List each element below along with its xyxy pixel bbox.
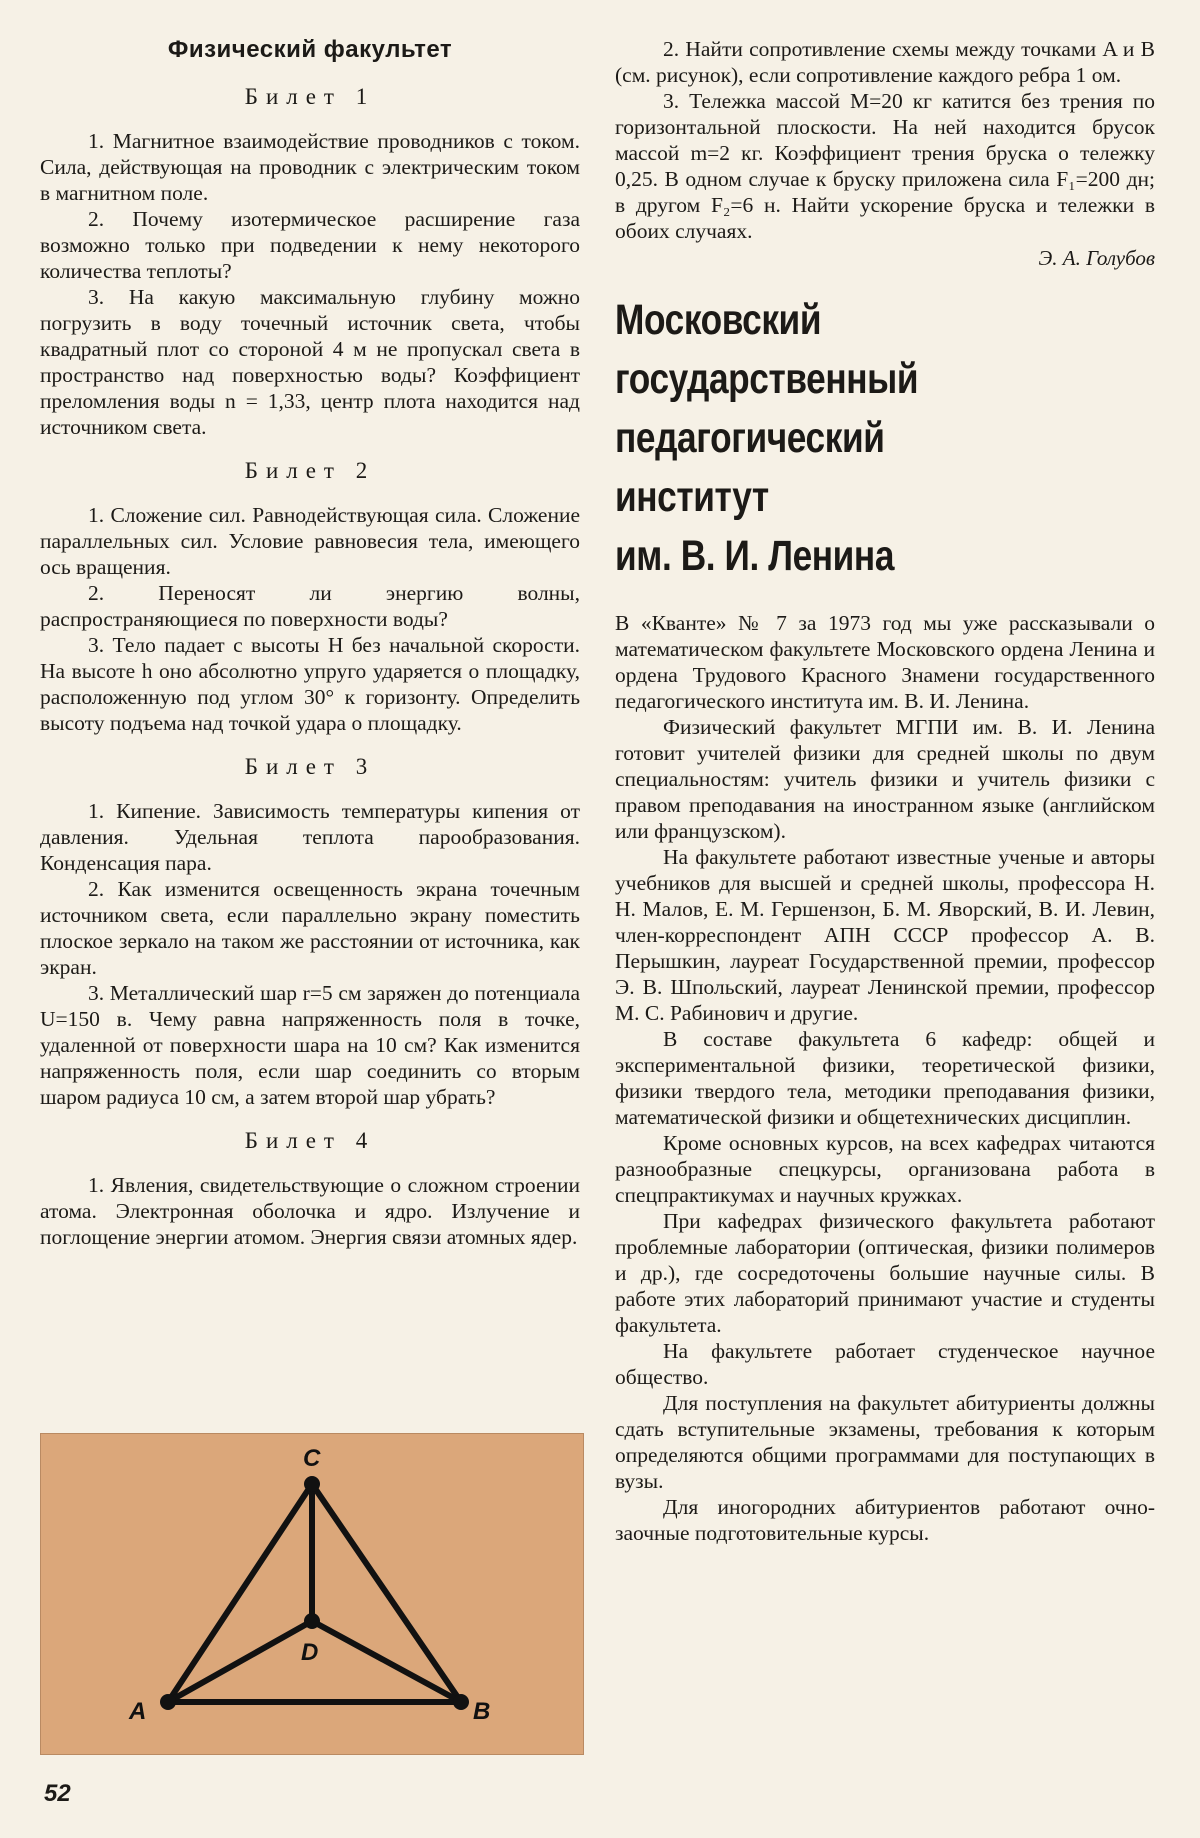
institute-title	[615, 291, 1156, 586]
body-paragraph-5: При кафедрах физического факультета работают проблемные лаборатории (оптическая, физики полимеров и др.), где сосредоточены большие научные силы. В работе этих лабораторий принимают участие и студенты факультета.	[615, 1209, 1155, 1337]
edge-ca	[168, 1484, 312, 1702]
label-b: B	[473, 1698, 491, 1725]
node-c	[304, 1476, 320, 1492]
section-heading: Физический факультет	[167, 36, 453, 63]
ticket-1-question-3: 3. На какую максимальную глубину можно погрузить в воду точечный источник света, чтобы квадратный плот со стороной 4 м не пропускал света в пространство над поверхностью воды? Коэффициент преломления воды n = 1,33, центр плота находится над источником света.	[40, 285, 580, 439]
title-line-3: педагогический	[615, 414, 885, 462]
body-paragraph-4: Кроме основных курсов, на всех кафедрах читаются разнообразные спецкурсы, организована работа в спецпрактикумах и научных кружках.	[615, 1131, 1155, 1207]
ticket-2-question-2: 2. Переносят ли энергию волны, распространяющиеся по поверхности воды?	[40, 581, 580, 631]
ticket-2-question-1: 1. Сложение сил. Равнодействующая сила. Сложение параллельных сил. Условие равновесия тела, имеющего ось вращения.	[40, 503, 580, 579]
right-column	[615, 36, 1155, 1546]
ticket-1-title: Билет 1	[244, 84, 376, 109]
ticket-1-question-1: 1. Магнитное взаимодействие проводников с током. Сила, действующая на проводник с электрическим током в магнитном поле.	[40, 129, 580, 205]
ticket-4-question-1: 1. Явления, свидетельствующие о сложном строении атома. Электронная оболочка и ядро. Излучение и поглощение энергии атомом. Энергия связи атомных ядер.	[40, 1173, 580, 1249]
edge-bd	[312, 1621, 461, 1702]
title-line-4: институт	[615, 473, 769, 521]
body-paragraph-8: Для иногородних абитуриентов работают очно-заочные подготовительные курсы.	[615, 1495, 1155, 1545]
ticket-3-question-1: 1. Кипение. Зависимость температуры кипения от давления. Удельная теплота парообразования. Конденсация пара.	[40, 799, 580, 875]
edge-ad	[168, 1621, 312, 1702]
body-paragraph-3: В составе факультета 6 кафедр: общей и экспериментальной физики, теоретической физики, физики твердого тела, методики преподавания физики, математической физики и общетехнических дисциплин.	[615, 1027, 1155, 1129]
ticket-3-question-2: 2. Как изменится освещенность экрана точечным источником света, если параллельно экрану поместить плоское зеркало на таком же расстоянии от источника, как экран.	[40, 877, 580, 979]
intro-paragraph: В «Кванте» № 7 за 1973 год мы уже рассказывали о математическом факультете Московского ордена Ленина и ордена Трудового Красного Знамени государственного педагогического института им. В. И. Ленина.	[615, 611, 1155, 713]
ticket-4-title: Билет 4	[244, 1128, 376, 1153]
title-line-1: Московский	[615, 296, 822, 344]
ticket-3-question-3: 3. Металлический шар r=5 см заряжен до потенциала U=150 в. Чему равна напряженность поля в точке, удаленной от поверхности шара на 10 см? Как изменится напряженность поля, если шар соединить со вторым шаром радиуса 10 см, а затем второй шар убрать?	[40, 981, 580, 1109]
ticket-3-title: Билет 3	[244, 754, 376, 779]
author-signature: Э. А. Голубов	[1038, 246, 1155, 270]
ticket-4-question-3: 3. Тележка массой M=20 кг катится без трения по горизонтальной плоскости. На ней находится брусок массой m=2 кг. Коэффициент трения бруска о тележку 0,25. В одном случае к бруску приложена сила F₁=200 дн; в другом F₂=6 н. Найти ускорение бруска и тележки в обоих случаях.	[615, 89, 1155, 243]
node-b	[453, 1694, 469, 1710]
ticket-1-question-2: 2. Почему изотермическое расширение газа возможно только при подведении к нему некоторого количества теплоты?	[40, 207, 580, 283]
title-line-5: им. В. И. Ленина	[615, 532, 895, 580]
body-paragraph-6: На факультете работает студенческое научное общество.	[615, 1339, 1155, 1389]
page-number: 52	[44, 1780, 71, 1807]
triangle-circuit-diagram	[41, 1434, 583, 1754]
body-paragraph-2: На факультете работают известные ученые и авторы учебников для высшей и средней школы, профессора Н. Н. Малов, Е. М. Гершензон, Б. М. Яворский, В. И. Левин, член-корреспондент АПН СССР профессор А. В. Перышкин, лауреат Государственной премии, профессор Э. В. Шпольский, лауреат Ленинской премии, профессор М. С. Рабинович и другие.	[615, 845, 1155, 1025]
edge-cb	[312, 1484, 461, 1702]
node-a	[160, 1694, 176, 1710]
ticket-4-question-2: 2. Найти сопротивление схемы между точками A и B (см. рисунок), если сопротивление каждого ребра 1 ом.	[615, 37, 1155, 87]
label-a: A	[129, 1698, 147, 1725]
ticket-2-title: Билет 2	[244, 458, 376, 483]
left-column	[40, 36, 580, 1250]
ticket-2-question-3: 3. Тело падает с высоты H без начальной скорости. На высоте h оно абсолютно упруго ударяется о площадку, расположенную под углом 30° к горизонту. Определить высоту подъема над точкой удара о площадку.	[40, 633, 580, 735]
title-line-2: государственный	[615, 355, 919, 403]
body-paragraph-1: Физический факультет МГПИ им. В. И. Ленина готовит учителей физики для средней школы по двум специальностям: учитель физики и учитель физики с правом преподавания на иностранном языке (английском или французском).	[615, 715, 1155, 843]
body-paragraph-7: Для поступления на факультет абитуриенты должны сдать вступительные экзамены, требования к которым определяются общими программами для поступающих в вузы.	[615, 1391, 1155, 1493]
label-d: D	[301, 1639, 319, 1666]
node-d	[304, 1613, 320, 1629]
label-c: C	[303, 1445, 321, 1472]
circuit-figure	[40, 1433, 584, 1755]
